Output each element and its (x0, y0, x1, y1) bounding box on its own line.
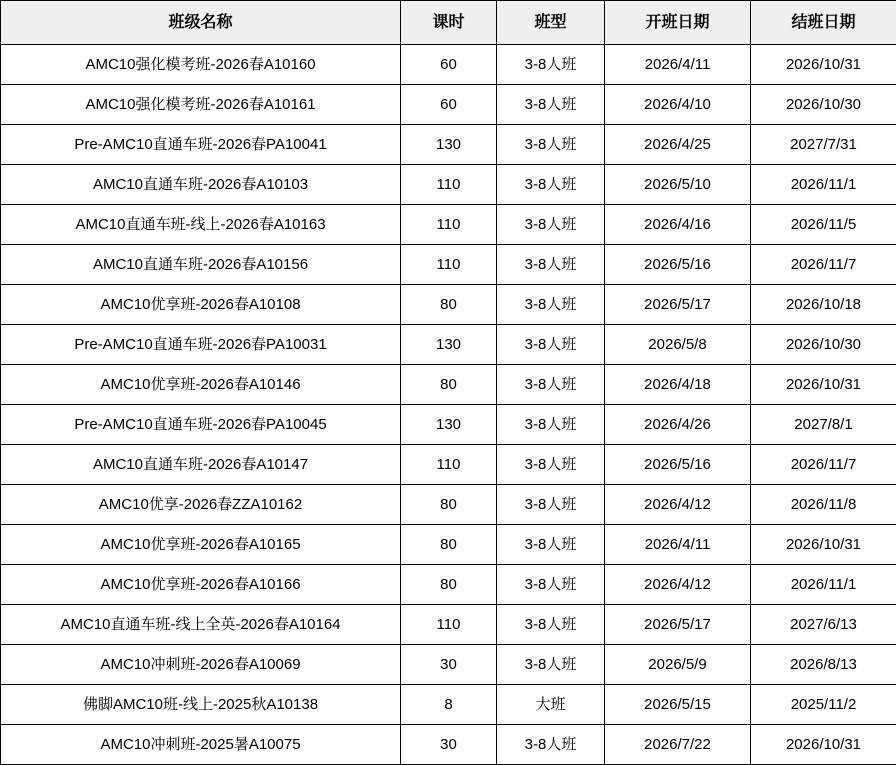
class-name-cell: AMC10直通车班-2026春A10103 (1, 165, 401, 205)
end-date-cell: 2026/10/18 (751, 285, 896, 325)
end-date-cell: 2026/11/7 (751, 245, 896, 285)
column-header-start-date: 开班日期 (605, 1, 751, 45)
end-date-cell: 2026/11/7 (751, 445, 896, 485)
end-date-cell: 2025/11/2 (751, 685, 896, 725)
class-name-cell: 佛脚AMC10班-线上-2025秋A10138 (1, 685, 401, 725)
end-date-cell: 2027/8/1 (751, 405, 896, 445)
class-name-cell: AMC10直通车班-线上全英-2026春A10164 (1, 605, 401, 645)
hours-cell: 8 (401, 685, 497, 725)
hours-cell: 110 (401, 165, 497, 205)
table-row (1, 725, 896, 765)
start-date-cell: 2026/7/22 (605, 725, 751, 765)
hours-cell: 130 (401, 125, 497, 165)
end-date-cell: 2027/7/31 (751, 125, 896, 165)
class-name-cell: Pre-AMC10直通车班-2026春PA10045 (1, 405, 401, 445)
end-date-cell: 2026/11/1 (751, 565, 896, 605)
class-type-cell: 3-8人班 (497, 285, 605, 325)
column-header-class-name: 班级名称 (1, 1, 401, 45)
class-name-cell: AMC10优享班-2026春A10166 (1, 565, 401, 605)
table-row (1, 525, 896, 565)
end-date-cell: 2026/10/31 (751, 525, 896, 565)
class-name-cell: AMC10直通车班-线上-2026春A10163 (1, 205, 401, 245)
table-header (1, 1, 896, 45)
class-name-cell: AMC10强化模考班-2026春A10161 (1, 85, 401, 125)
class-type-cell: 3-8人班 (497, 725, 605, 765)
start-date-cell: 2026/5/16 (605, 245, 751, 285)
hours-cell: 80 (401, 485, 497, 525)
hours-cell: 60 (401, 85, 497, 125)
start-date-cell: 2026/5/15 (605, 685, 751, 725)
column-header-end-date: 结班日期 (751, 1, 896, 45)
hours-cell: 130 (401, 405, 497, 445)
class-name-cell: AMC10直通车班-2026春A10147 (1, 445, 401, 485)
column-header-class-type: 班型 (497, 1, 605, 45)
class-name-cell: AMC10优享班-2026春A10146 (1, 365, 401, 405)
class-type-cell: 3-8人班 (497, 85, 605, 125)
table-row (1, 485, 896, 525)
class-type-cell: 3-8人班 (497, 205, 605, 245)
start-date-cell: 2026/4/12 (605, 485, 751, 525)
class-name-cell: AMC10优享-2026春ZZA10162 (1, 485, 401, 525)
class-type-cell: 3-8人班 (497, 45, 605, 85)
class-type-cell: 3-8人班 (497, 405, 605, 445)
hours-cell: 80 (401, 565, 497, 605)
end-date-cell: 2026/11/5 (751, 205, 896, 245)
table-row (1, 365, 896, 405)
end-date-cell: 2026/10/30 (751, 85, 896, 125)
table-row (1, 45, 896, 85)
table-row (1, 165, 896, 205)
class-type-cell: 3-8人班 (497, 245, 605, 285)
hours-cell: 80 (401, 365, 497, 405)
table-row (1, 645, 896, 685)
hours-cell: 30 (401, 725, 497, 765)
class-type-cell: 3-8人班 (497, 125, 605, 165)
class-type-cell: 3-8人班 (497, 645, 605, 685)
start-date-cell: 2026/5/17 (605, 285, 751, 325)
hours-cell: 110 (401, 205, 497, 245)
table-row (1, 125, 896, 165)
table-row (1, 285, 896, 325)
hours-cell: 80 (401, 285, 497, 325)
start-date-cell: 2026/5/8 (605, 325, 751, 365)
start-date-cell: 2026/5/10 (605, 165, 751, 205)
class-name-cell: AMC10冲刺班-2026春A10069 (1, 645, 401, 685)
end-date-cell: 2026/11/8 (751, 485, 896, 525)
table-row (1, 325, 896, 365)
end-date-cell: 2026/10/31 (751, 725, 896, 765)
hours-cell: 30 (401, 645, 497, 685)
hours-cell: 80 (401, 525, 497, 565)
end-date-cell: 2026/10/31 (751, 365, 896, 405)
start-date-cell: 2026/5/16 (605, 445, 751, 485)
table-row (1, 85, 896, 125)
hours-cell: 110 (401, 445, 497, 485)
class-type-cell: 3-8人班 (497, 605, 605, 645)
end-date-cell: 2026/11/1 (751, 165, 896, 205)
class-type-cell: 3-8人班 (497, 365, 605, 405)
class-name-cell: Pre-AMC10直通车班-2026春PA10041 (1, 125, 401, 165)
start-date-cell: 2026/4/11 (605, 525, 751, 565)
hours-cell: 110 (401, 245, 497, 285)
column-header-hours: 课时 (401, 1, 497, 45)
start-date-cell: 2026/4/10 (605, 85, 751, 125)
table-row (1, 605, 896, 645)
end-date-cell: 2026/10/31 (751, 45, 896, 85)
class-name-cell: AMC10直通车班-2026春A10156 (1, 245, 401, 285)
start-date-cell: 2026/4/12 (605, 565, 751, 605)
start-date-cell: 2026/5/9 (605, 645, 751, 685)
class-name-cell: AMC10冲刺班-2025暑A10075 (1, 725, 401, 765)
start-date-cell: 2026/4/11 (605, 45, 751, 85)
start-date-cell: 2026/4/16 (605, 205, 751, 245)
class-type-cell: 3-8人班 (497, 165, 605, 205)
table-row (1, 565, 896, 605)
table-row (1, 405, 896, 445)
class-type-cell: 3-8人班 (497, 525, 605, 565)
start-date-cell: 2026/4/26 (605, 405, 751, 445)
table-header-row (1, 1, 896, 45)
class-type-cell: 大班 (497, 685, 605, 725)
table-body (1, 45, 896, 765)
class-name-cell: AMC10强化模考班-2026春A10160 (1, 45, 401, 85)
class-name-cell: Pre-AMC10直通车班-2026春PA10031 (1, 325, 401, 365)
start-date-cell: 2026/4/18 (605, 365, 751, 405)
end-date-cell: 2026/10/30 (751, 325, 896, 365)
table-row (1, 685, 896, 725)
table-row (1, 205, 896, 245)
class-type-cell: 3-8人班 (497, 565, 605, 605)
end-date-cell: 2027/6/13 (751, 605, 896, 645)
hours-cell: 130 (401, 325, 497, 365)
class-name-cell: AMC10优享班-2026春A10108 (1, 285, 401, 325)
table-row (1, 445, 896, 485)
table-row (1, 245, 896, 285)
hours-cell: 110 (401, 605, 497, 645)
class-name-cell: AMC10优享班-2026春A10165 (1, 525, 401, 565)
start-date-cell: 2026/4/25 (605, 125, 751, 165)
start-date-cell: 2026/5/17 (605, 605, 751, 645)
class-type-cell: 3-8人班 (497, 325, 605, 365)
hours-cell: 60 (401, 45, 497, 85)
class-type-cell: 3-8人班 (497, 445, 605, 485)
class-type-cell: 3-8人班 (497, 485, 605, 525)
end-date-cell: 2026/8/13 (751, 645, 896, 685)
